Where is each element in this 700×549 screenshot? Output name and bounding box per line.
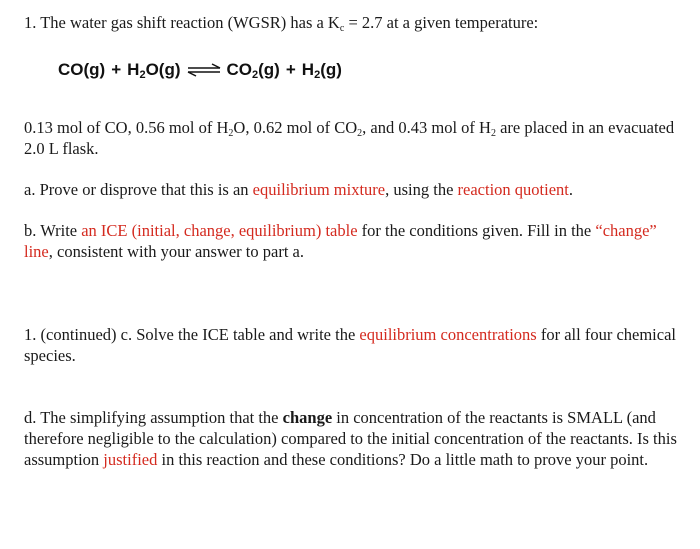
reactant-co: CO(g) xyxy=(58,60,106,79)
highlight-justified: justified xyxy=(103,450,158,469)
highlight-change-line: “change” line xyxy=(24,221,657,261)
question-1-header: 1. The water gas shift reaction (WGSR) has a $K_c = 2.7$ at a given temperature: xyxy=(24,13,539,34)
product-h2: $H_2(g)$ xyxy=(301,60,342,81)
given-quantities: 0.13 mol of CO, 0.56 mol of $H_2O$, 0.62 mol of $CO_2$, and 0.43 mol of $H_2$ are placed in an evacuated 2.0 L flask. xyxy=(24,118,675,158)
product-co2: $CO_2(g)$ xyxy=(226,60,280,81)
plus-sign: + xyxy=(285,60,296,79)
highlight-equilibrium-concentrations: equilibrium concentrations xyxy=(359,325,537,344)
chemical-equation xyxy=(58,60,342,80)
reactant-h2o: $H_2O(g)$ xyxy=(127,60,181,81)
highlight-equilibrium-mixture: equilibrium mixture xyxy=(252,180,386,199)
part-b: b. Write an ICE (initial, change, equilibrium) table for the conditions given. Fill in the “change” line, consistent with your answer to part a. xyxy=(24,221,657,261)
part-a: a. Prove or disprove that this is an equilibrium mixture, using the reaction quotient. xyxy=(24,180,573,199)
equilibrium-arrow-icon xyxy=(187,63,221,77)
part-d: d. The simplifying assumption that the change in concentration of the reactants is SMALL (and therefore negligible to the calculation) compared to the initial concentration of the reactants. Is this assumption justified in this reaction and these conditions? Do a little math to prove your point. xyxy=(24,408,677,469)
part-c: 1. (continued) c. Solve the ICE table and write the equilibrium concentrations for all four chemical species. xyxy=(24,325,677,365)
bold-change: change xyxy=(282,408,333,427)
highlight-ice-table: an ICE (initial, change, equilibrium) table xyxy=(81,221,358,240)
highlight-reaction-quotient: reaction quotient xyxy=(457,180,569,199)
plus-sign: + xyxy=(111,60,122,79)
